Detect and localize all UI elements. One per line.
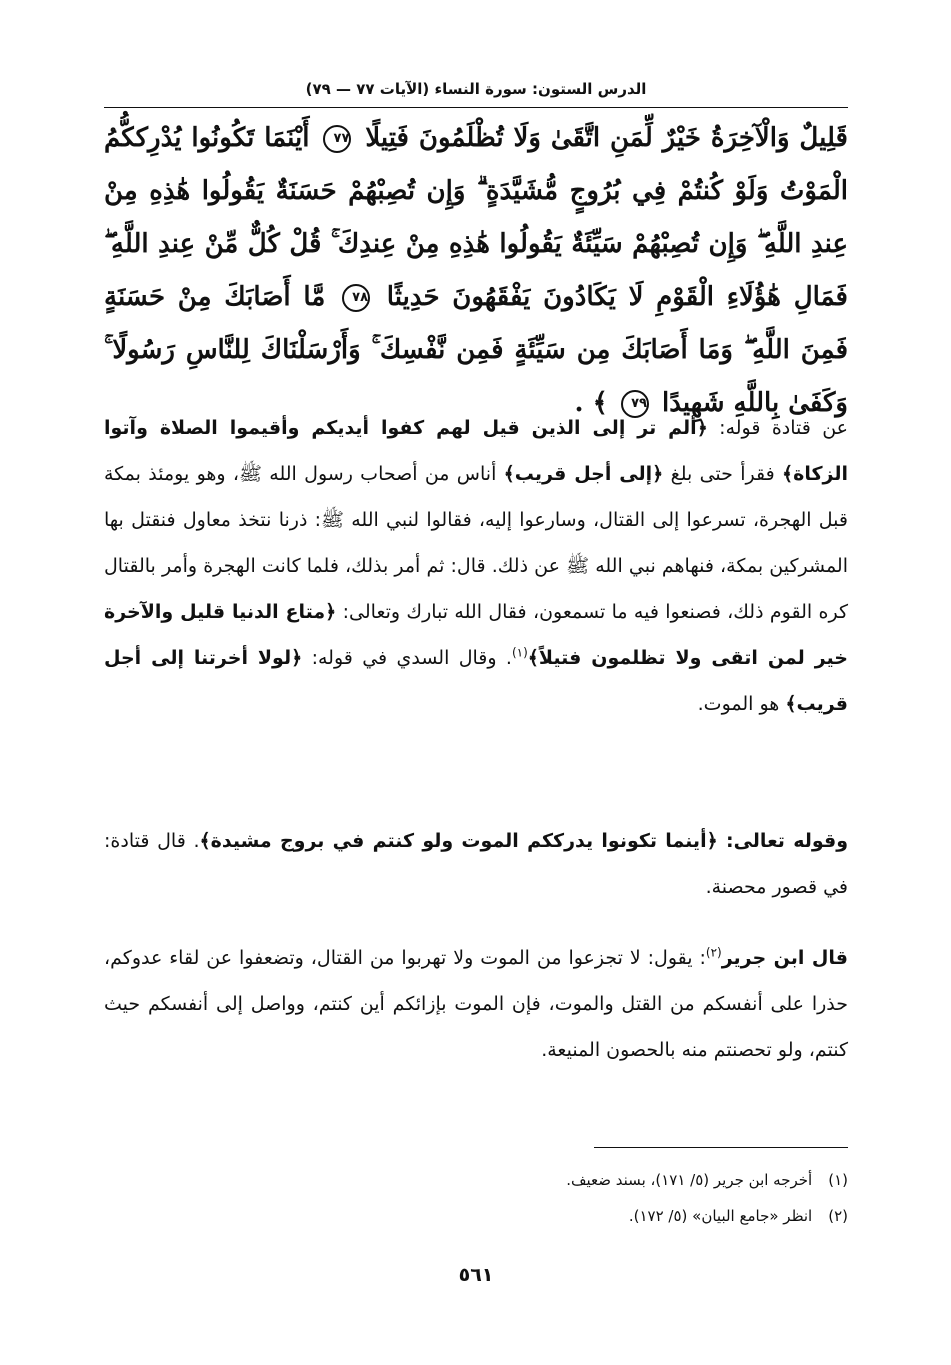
body-text: : يقول: لا تجزعوا من الموت ولا تهربوا من القتال، وتضعفوا عن لقاء عدوكم، حذرا على أنفسكم من القتل والموت، فإن الموت بإزائكم أين كنتم، وواصل إلى أنفسكم حيث كنتم، ولو تحصنتم منه بالحصون المنيعة. <box>104 947 848 1061</box>
header-divider <box>104 107 848 108</box>
running-title: الدرس الستون: سورة النساء (الآيات ٧٧ — ٧٩) <box>305 80 647 98</box>
footnote-reference-2[interactable]: (٢) <box>705 945 722 960</box>
quote-verse: ﴿أينما تكونوا يدرككم الموت ولو كنتم في بروج مشيدة﴾ <box>199 830 718 852</box>
book-page <box>104 0 848 1365</box>
footnote-number: (٢) <box>828 1207 848 1225</box>
paragraph-qatada <box>104 405 848 727</box>
quote-verse: ﴿إلى أجل قريب﴾ <box>503 463 664 485</box>
footnote-divider <box>594 1147 848 1148</box>
quote-verse: ﴿متاع الدنيا قليل والآخرة خير لمن اتقى ولا تظلمون فتيلاً﴾ <box>104 601 848 669</box>
body-text: هو الموت. <box>697 693 786 715</box>
verse-text-77: قَلِيلٌ وَالْآخِرَةُ خَيْرٌ لِّمَنِ اتَّقَىٰ وَلَا تُظْلَمُونَ فَتِيلًا <box>365 123 848 153</box>
quran-verses-block <box>104 112 848 430</box>
quote-verse: ﴿ألم تر إلى الذين قيل لهم كفوا أيديكم وأقيموا الصلاة وآتوا الزكاة﴾ <box>104 417 848 485</box>
footnote-item <box>104 1162 848 1198</box>
body-text: أناس من أصحاب رسول الله ﷺ، وهو يومئذ بمكة قبل الهجرة، تسرعوا إلى القتال، وسارعوا إليه، فقالوا لنبي الله ﷺ: ذرنا نتخذ معاول فنقتل بها المشركين بمكة، فنهاهم نبي الله ﷺ عن ذلك. قال: ثم أمر بذلك، فلما كانت الهجرة وأمر بالقتال كره القوم ذلك، فصنعوا فيه ما تسمعون، فقال الله تبارك وتعالى: <box>104 463 848 623</box>
paragraph-lead: قال ابن جرير <box>721 947 848 969</box>
quote-verse: ﴿لولا أخرتنا إلى أجل قريب﴾ <box>104 647 848 715</box>
page-number: ٥٦١ <box>458 1264 494 1286</box>
ayah-number-78-marker: ٧٨ <box>342 284 370 312</box>
verse-text-79: مَّا أَصَابَكَ مِنْ حَسَنَةٍ فَمِنَ اللَّهِ ۖ وَمَا أَصَابَكَ مِن سَيِّئَةٍ فَمِن نَّفْسِكَ ۚ وَأَرْسَلْنَاكَ لِلنَّاسِ رَسُولًا ۚ وَكَفَىٰ بِاللَّهِ شَهِيدًا <box>104 282 848 418</box>
ayah-number-79-marker: ٧٩ <box>621 390 649 418</box>
paragraph-lead: وقوله تعالى: <box>717 830 849 852</box>
ayah-number-77-marker: ٧٧ <box>323 125 351 153</box>
paragraph-verse-commentary <box>104 818 848 910</box>
footnotes-list <box>104 1162 848 1234</box>
body-text: فقرأ حتى بلغ <box>663 463 782 485</box>
footnote-text: انظر «جامع البيان» (٥/ ١٧٢). <box>628 1207 813 1225</box>
paragraph-lead: عن قتادة قوله: <box>707 417 848 439</box>
verse-closing: ﴾ . <box>574 388 608 418</box>
footnote-text: أخرجه ابن جرير (٥/ ١٧١)، بسند ضعيف. <box>566 1171 813 1189</box>
footnote-item <box>104 1198 848 1234</box>
footnote-reference-1[interactable]: (١) <box>511 645 528 660</box>
body-text: . قال قتادة: في قصور محصنة. <box>104 830 848 898</box>
footnote-number: (١) <box>828 1171 848 1189</box>
verse-text-78: أَيْنَمَا تَكُونُوا يُدْرِككُّمُ الْمَوْتُ وَلَوْ كُنتُمْ فِي بُرُوجٍ مُّشَيَّدَةٍ ۗ وَإِن تُصِبْهُمْ حَسَنَةٌ يَقُولُوا هَٰذِهِ مِنْ عِندِ اللَّهِ ۖ وَإِن تُصِبْهُمْ سَيِّئَةٌ يَقُولُوا هَٰذِهِ مِنْ عِندِكَ ۚ قُلْ كُلٌّ مِّنْ عِندِ اللَّهِ ۖ فَمَالِ هَٰؤُلَاءِ الْقَوْمِ لَا يَكَادُونَ يَفْقَهُونَ حَدِيثًا <box>104 123 848 312</box>
body-text: . وقال السدي في قوله: <box>302 647 512 669</box>
paragraph-ibn-jarir <box>104 935 848 1073</box>
